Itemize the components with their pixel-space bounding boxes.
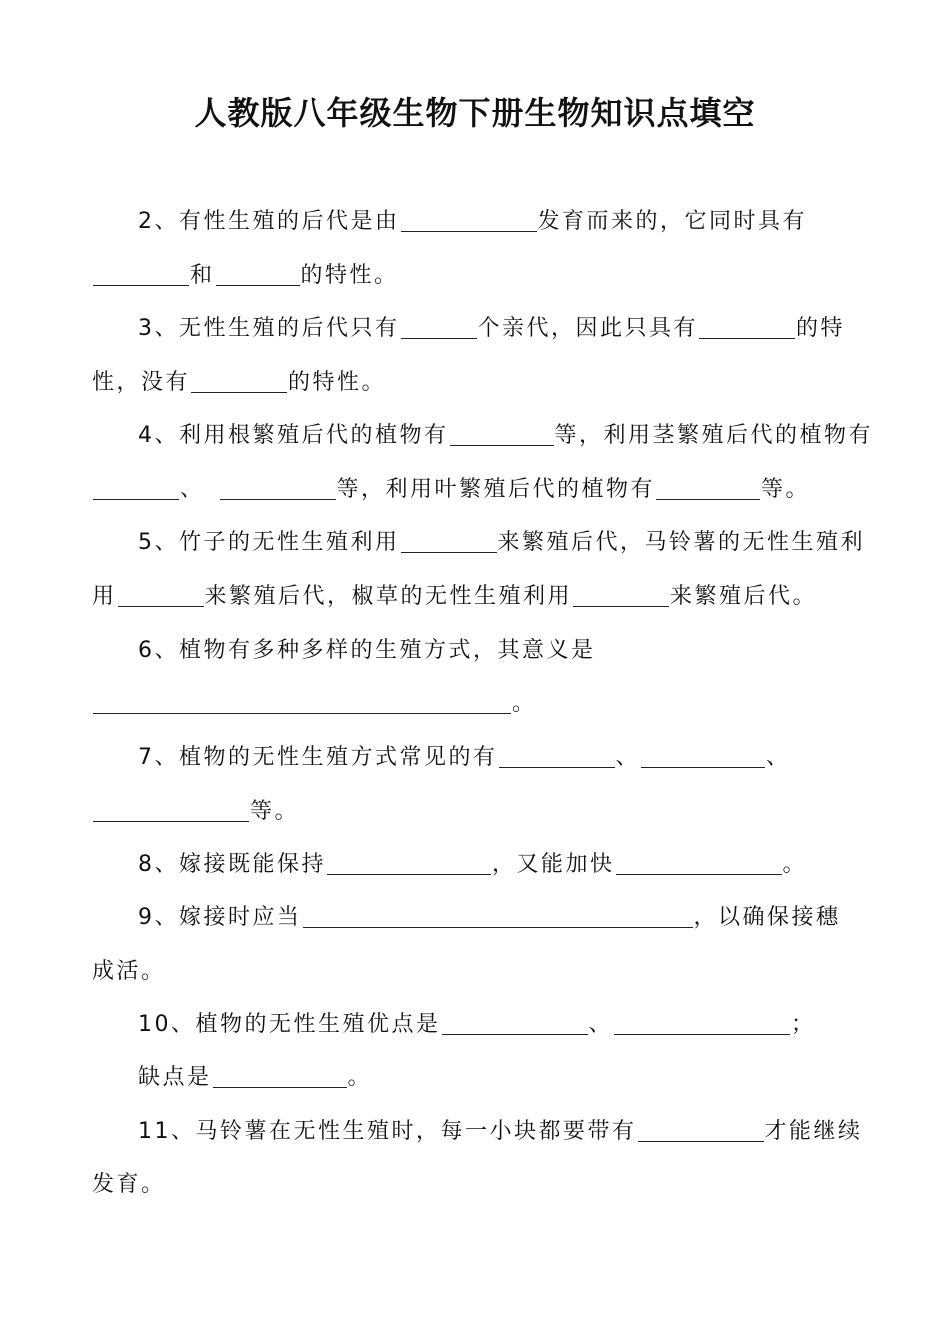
blank[interactable] [118, 584, 204, 607]
page-title: 人教版八年级生物下册生物知识点填空 [194, 94, 756, 132]
blank[interactable] [641, 745, 765, 768]
blank[interactable] [401, 530, 497, 553]
blank[interactable] [442, 1012, 588, 1035]
question-3-line-1: 3、无性生殖的后代只有 个亲代，因此只具有 的特 [138, 316, 846, 341]
blank[interactable] [327, 852, 491, 875]
blank[interactable] [614, 1012, 790, 1035]
question-3-line-2: 性，没有 的特性。 [92, 370, 387, 395]
question-10-line-1: 10、植物的无性生殖优点是 、 ； [138, 1012, 816, 1037]
blank[interactable] [573, 584, 669, 607]
question-4-line-2: 、 等，利用叶繁殖后代的植物有 等。 [92, 475, 810, 505]
blank[interactable] [220, 477, 336, 500]
question-9-line-1: 9、嫁接时应当 ，以确保接穗 [138, 905, 841, 930]
question-2-line-2: 和 的特性。 [92, 261, 399, 291]
blank[interactable] [93, 799, 249, 822]
blank[interactable] [213, 1065, 347, 1088]
question-11-line-1: 11、马铃薯在无性生殖时，每一小块都要带有 才能继续 [138, 1119, 863, 1144]
question-7-line-2: 等。 [92, 797, 299, 827]
blank[interactable] [656, 477, 760, 500]
question-9-line-2: 成活。 [92, 959, 166, 984]
question-4-line-1: 4、利用根繁殖后代的植物有 等，利用茎繁殖后代的植物有 [138, 423, 874, 448]
blank[interactable] [216, 263, 300, 286]
blank[interactable] [93, 691, 511, 714]
blank[interactable] [450, 423, 554, 446]
question-5-line-1: 5、竹子的无性生殖利用 来繁殖后代，马铃薯的无性生殖利 [138, 530, 866, 555]
question-2-line-1: 2、有性生殖的后代是由 发育而来的，它同时具有 [138, 209, 808, 234]
blank[interactable] [401, 209, 537, 232]
blank[interactable] [499, 745, 615, 768]
question-7-line-1: 7、植物的无性生殖方式常见的有 、 、 [138, 745, 791, 770]
blank[interactable] [191, 370, 287, 393]
blank[interactable] [699, 316, 795, 339]
blank[interactable] [616, 852, 782, 875]
blank[interactable] [638, 1119, 764, 1142]
question-5-line-2: 用 来繁殖后代，椒草的无性生殖利用 来繁殖后代。 [92, 584, 818, 609]
question-11-line-2: 发育。 [92, 1172, 166, 1197]
blank[interactable] [93, 263, 189, 286]
blank[interactable] [303, 905, 693, 928]
blank[interactable] [401, 316, 477, 339]
question-6-line-1: 6、植物有多种多样的生殖方式，其意义是 [138, 638, 596, 663]
blank[interactable] [93, 477, 179, 500]
question-10-line-2: 缺点是 。 [138, 1065, 373, 1090]
question-6-line-2: 。 [92, 689, 537, 719]
question-8-line-1: 8、嫁接既能保持 ，又能加快 。 [138, 852, 808, 877]
